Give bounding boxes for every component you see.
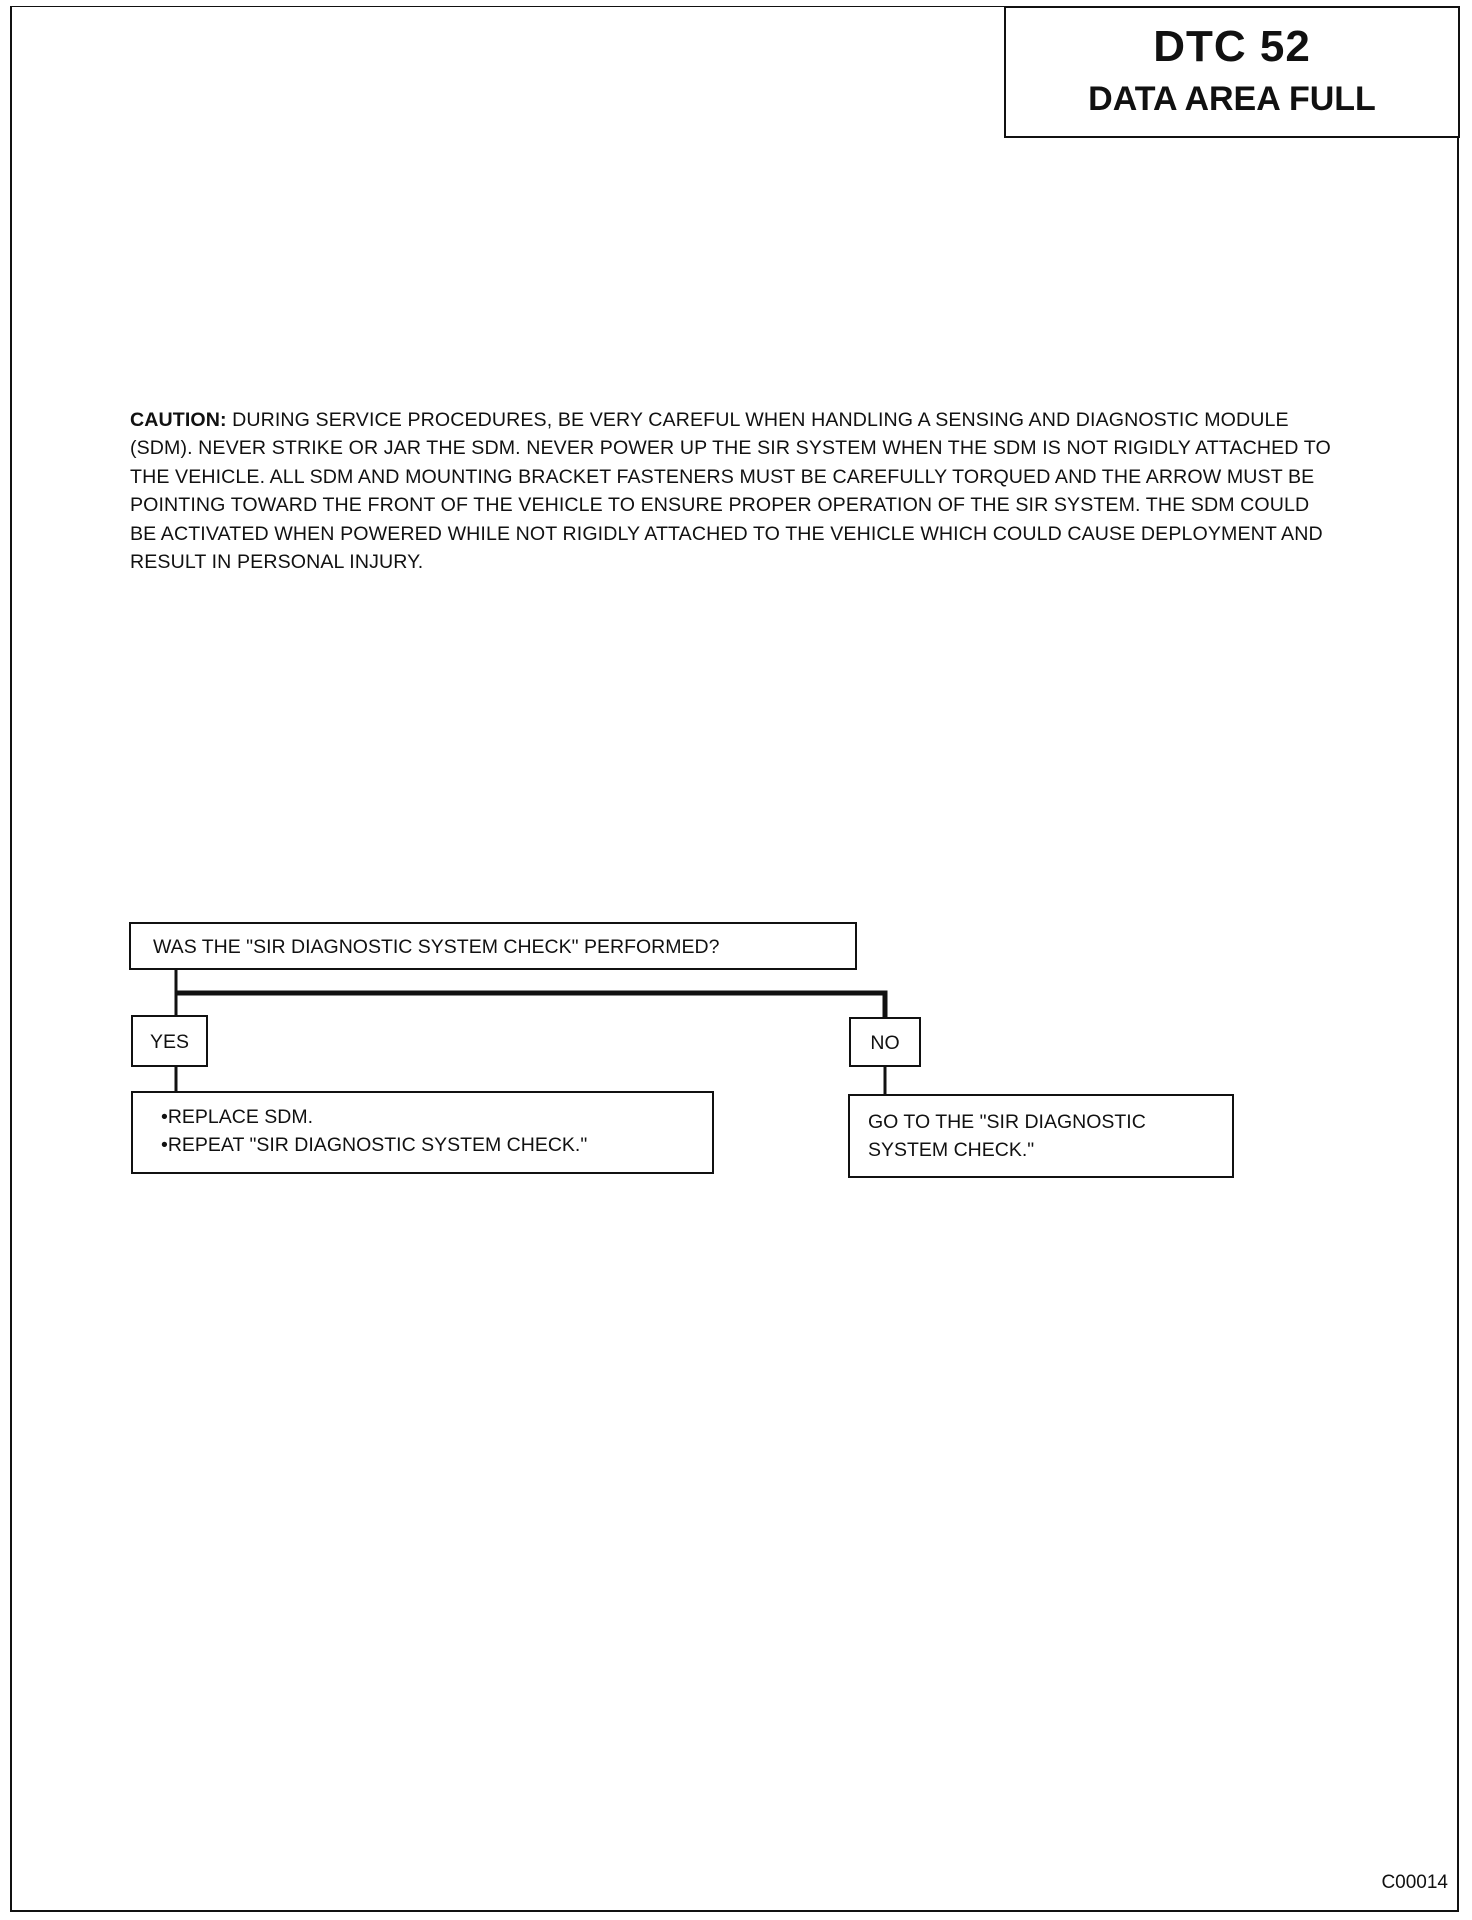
yes-box: [131, 1015, 208, 1067]
dtc-code: DTC 52: [1153, 22, 1311, 71]
no-box: [849, 1017, 921, 1067]
no-action-line: GO TO THE "SIR DIAGNOSTIC: [868, 1111, 1146, 1133]
yes-action-item: •REPEAT "SIR DIAGNOSTIC SYSTEM CHECK.": [161, 1134, 588, 1156]
figure-code: C00014: [1381, 1872, 1448, 1893]
yes-action-item: •REPLACE SDM.: [161, 1106, 314, 1128]
question-box: [129, 922, 857, 970]
no-label: NO: [870, 1032, 900, 1054]
title-box: [1004, 6, 1460, 138]
question-text: WAS THE "SIR DIAGNOSTIC SYSTEM CHECK" PERFORMED?: [153, 936, 720, 958]
caution-paragraph: [130, 406, 1340, 576]
dtc-title: DATA AREA FULL: [1088, 80, 1376, 118]
yes-label: YES: [149, 1031, 190, 1053]
caution-label: CAUTION:: [130, 409, 227, 431]
no-action-box: [848, 1094, 1234, 1178]
yes-action-box: [131, 1091, 714, 1174]
no-action-line: SYSTEM CHECK.": [868, 1139, 1035, 1161]
caution-text: DURING SERVICE PROCEDURES, BE VERY CAREFUL WHEN HANDLING A SENSING AND DIAGNOSTIC MODULE (SDM). NEVER STRIKE OR JAR THE SDM. NEVER POWER UP THE SIR SYSTEM WHEN THE SDM IS NOT RIGIDLY ATTACHED TO THE VEHICLE. ALL SDM AND MOUNTING BRACKET FASTENERS MUST BE CAREFULLY TORQUED AND THE ARROW MUST BE POINTING TOWARD THE FRONT OF THE VEHICLE TO ENSURE PROPER OPERATION OF THE SIR SYSTEM. THE SDM COULD BE ACTIVATED WHEN POWERED WHILE NOT RIGIDLY ATTACHED TO THE VEHICLE WHICH COULD CAUSE DEPLOYMENT AND RESULT IN PERSONAL INJURY.: [130, 409, 1331, 574]
